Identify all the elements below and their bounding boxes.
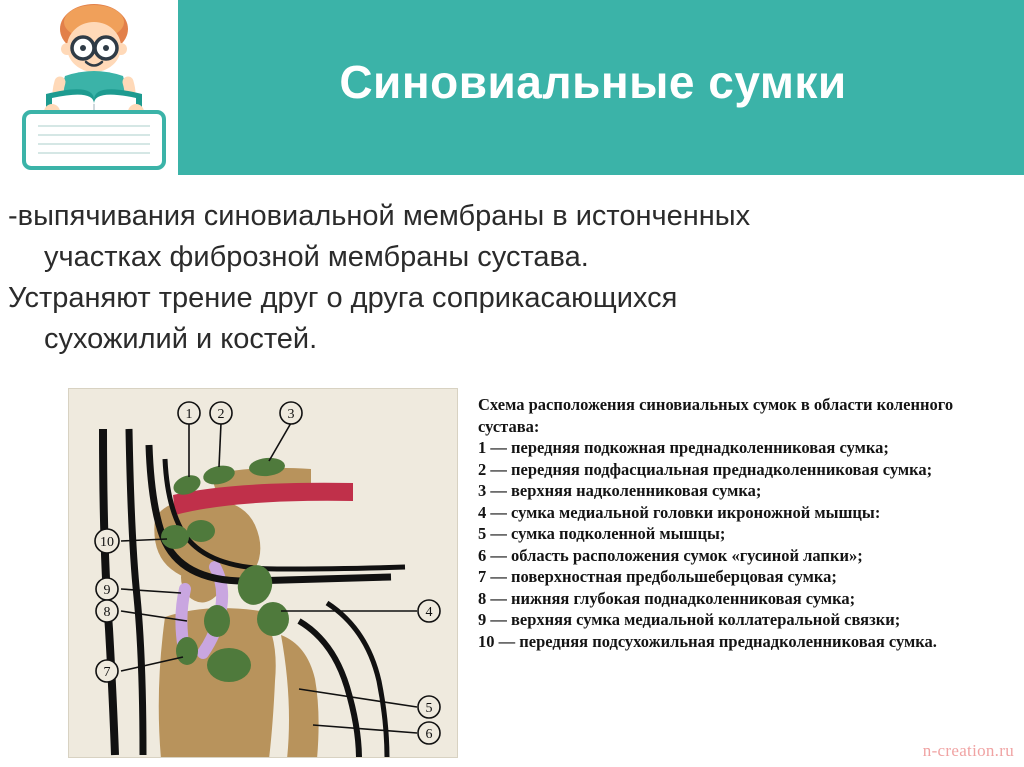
svg-text:5: 5: [425, 701, 433, 716]
body-line-4: сухожилий и костей.: [44, 323, 318, 355]
body-text: [8, 196, 998, 360]
svg-text:3: 3: [287, 407, 295, 422]
svg-text:9: 9: [103, 583, 111, 598]
boy-reading-book-icon: [10, 2, 178, 174]
svg-text:1: 1: [185, 407, 193, 422]
svg-text:7: 7: [103, 665, 111, 680]
body-line-1: -выпячивания синовиальной мембраны в истонченных: [8, 200, 751, 232]
page-title: Синовиальные сумки: [339, 56, 847, 108]
legend-item-6: 6 — область расположения сумок «гусиной лапки»;: [478, 545, 863, 565]
svg-text:10: 10: [100, 535, 114, 550]
knee-bursae-diagram: [68, 388, 458, 758]
legend-item-5: 5 — сумка подколенной мышцы;: [478, 524, 726, 543]
svg-text:8: 8: [103, 605, 111, 620]
legend-intro: Схема расположения синовиальных сумок в области коленного сустава:: [478, 395, 954, 436]
svg-text:2: 2: [217, 407, 225, 422]
legend-item-7: 7 — поверхностная предбольшеберцовая сумка;: [478, 567, 837, 586]
legend-item-4: 4 — сумка медиальной головки икроножной мышцы:: [478, 502, 881, 522]
figure-legend: [478, 394, 998, 652]
svg-text:6: 6: [425, 727, 433, 742]
legend-item-9: 9 — верхняя сумка медиальной коллатеральной связки;: [478, 610, 901, 629]
body-line-2: участках фиброзной мембраны сустава.: [44, 241, 589, 273]
svg-text:4: 4: [425, 605, 433, 620]
legend-item-8: 8 — нижняя глубокая поднадколенниковая сумка;: [478, 588, 856, 608]
body-line-3: Устраняют трение друг о друга соприкасающихся: [8, 282, 678, 314]
legend-item-1: 1 — передняя подкожная преднадколенниковая сумка;: [478, 438, 889, 457]
legend-item-2: 2 — передняя подфасциальная преднадколенниковая сумка;: [478, 459, 933, 479]
legend-item-10: 10 — передняя подсухожильная преднадколенниковая сумка.: [478, 631, 937, 651]
watermark: n-creation.ru: [922, 741, 1014, 760]
legend-item-3: 3 — верхняя надколенниковая сумка;: [478, 481, 762, 500]
